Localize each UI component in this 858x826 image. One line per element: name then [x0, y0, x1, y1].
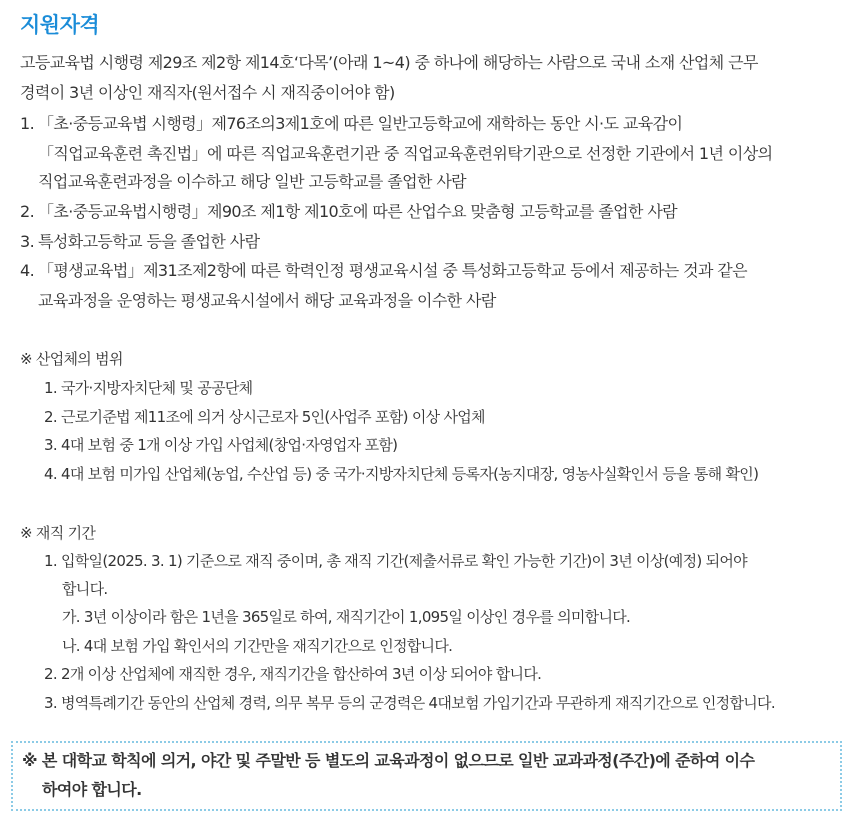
intro-line-2: 경력이 3년 이상인 재직자(원서접수 시 재직중이어야 함) [20, 83, 395, 102]
page-title: 지원자격 [20, 13, 100, 37]
industry-item-4: 4. 4대 보험 미가입 산업체(농업, 수산업 등) 중 국가·지방자치단체 등록자(농지대장, 영농사실확인서 등을 통해 확인) [44, 465, 759, 483]
industry-item-3: 3. 4대 보험 중 1개 이상 가입 사업체(창업·자영업자 포함) [44, 436, 398, 454]
note-box [11, 741, 842, 811]
note-line-2: 하여야 합니다. [42, 780, 142, 799]
criteria-1-line-2: 「직업교육훈련 촉진법」에 따른 직업교육훈련기관 중 직업교육훈련위탁기관으로 선정한 기관에서 1년 이상의 [38, 144, 773, 163]
note-line-1: ※ 본 대학교 학칙에 의거, 야간 및 주말반 등 별도의 교육과정이 없으므로 일반 교과과정(주간)에 준하여 이수 [22, 751, 755, 770]
employment-subitem-na: 나. 4대 보험 가입 확인서의 기간만을 재직기간으로 인정합니다. [62, 637, 453, 655]
criteria-2-number: 2. [20, 202, 35, 221]
employment-item-2: 2. 2개 이상 산업체에 재직한 경우, 재직기간을 합산하여 3년 이상 되어야 합니다. [44, 665, 542, 683]
criteria-4-number: 4. [20, 261, 35, 280]
employment-item-1: 1. 입학일(2025. 3. 1) 기준으로 재직 중이며, 총 재직 기간(제출서류로 확인 가능한 기간)이 3년 이상(예정) 되어야 [44, 552, 747, 570]
employment-item-3: 3. 병역특례기간 동안의 산업체 경력, 의무 복무 등의 군경력은 4대보험 가입기간과 무관하게 재직기간으로 인정합니다. [44, 694, 775, 712]
criteria-3-line-1: 특성화고등학교 등을 졸업한 사람 [38, 232, 260, 251]
employment-item-1-cont: 합니다. [62, 580, 108, 598]
criteria-1-line-3: 직업교육훈련과정을 이수하고 해당 일반 고등학교를 졸업한 사람 [38, 172, 467, 191]
industry-heading: ※ 산업체의 범위 [20, 350, 123, 368]
criteria-4-line-1: 「평생교육법」제31조제2항에 따른 학력인정 평생교육시설 중 특성화고등학교 등에서 제공하는 것과 같은 [38, 261, 748, 280]
criteria-1-number: 1. [20, 114, 35, 133]
employment-heading: ※ 재직 기간 [20, 524, 96, 542]
criteria-1-line-1: 「초·중등교육볍 시행령」제76조의3제1호에 따른 일반고등학교에 재학하는 동안 시·도 교육감이 [38, 114, 683, 133]
criteria-2-line-1: 「초·중등교육법시행령」제90조 제1항 제10호에 따른 산업수요 맞춤형 고등학교를 졸업한 사람 [38, 202, 678, 221]
industry-item-1: 1. 국가·지방자치단체 및 공공단체 [44, 379, 253, 397]
criteria-4-line-2: 교육과정을 운영하는 평생교육시설에서 해당 교육과정을 이수한 사람 [38, 291, 496, 310]
industry-item-2: 2. 근로기준법 제11조에 의거 상시근로자 5인(사업주 포함) 이상 사업체 [44, 408, 485, 426]
criteria-3-number: 3. [20, 232, 35, 251]
intro-line-1: 고등교육법 시행령 제29조 제2항 제14호‘다목’(아래 1~4) 중 하나에 해당하는 사람으로 국내 소재 산업체 근무 [20, 53, 758, 72]
employment-subitem-ga: 가. 3년 이상이라 함은 1년을 365일로 하여, 재직기간이 1,095일 이상인 경우를 의미합니다. [62, 608, 631, 626]
